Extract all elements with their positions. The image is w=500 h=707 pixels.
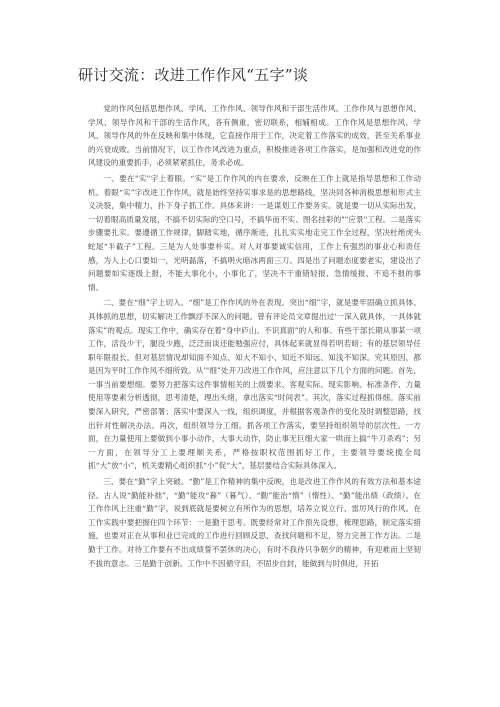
paragraph-section-3: 三、要在“勤”字上突破。“勤”是工作精神的集中反映，也是改进工作作风的有效方法和基本途径。古人说“勤能补拙”，“勤”能攻“暮”（暮气）、“勤”能治“惰”（惰性）、“勤”能出绩（政绩）。在工作作风上注重“勤”字，说到底就是要树立有所作为的思想，培养立说立行、雷厉风行的作风。在工作实践中要把握住四个环节：一是勤于思考。既要经常对工作预先设想，梳理思路，制定落实措施，也要对正在从事和业已完成的工作进行回顾反思，查找问题和不足，努力完善工作方法。二是勤于工作。对待工作要有不出成绩誓不罢休的决心，有时不我待只争朝夕的精神，有迎难而上坚韧不拔的意志。三是勤于创新。工作中不因循守旧，不固步自封，能做到与时俱进，开拓	[88, 477, 421, 568]
document-body	[88, 102, 421, 570]
paragraph-intro: 党的作风包括思想作风、学风、工作作风、领导作风和干部生活作风。工作作风与思想作风、学风、领导作风和干部的生活作风，各有侧重，密切联系，相辅相成。工作作风是思想作风、学风、领导作风的外在反映和集中体现，它直接作用于工作，决定着工作落实的成效，甚至关系事业的兴衰成败。当前情况下，以工作作风改进为重点，积极推进各项工作落实，是加强和改进党的作风建设的重要抓手，必须紧紧抓住，务求必成。	[88, 104, 421, 168]
document-title: 研讨交流：改进工作作风“五字”谈	[78, 66, 309, 84]
paragraph-section-1: 一、要在"实"字上着眼。“实”是工作作风的内在要求，反映在工作上就是指导思想和工作动机。着眼“实”字改进工作作风，就是始终坚持实事求是的思想路线，坚决同各种消极思想和形式主义决裂，集中精力，扑下身子抓工作。具体来讲：一是谋划工作要务实。就是要一切从实际出发，一切着眼高质量发展，不搞不切实际的空口号，不搞华而不实、图名挂彩的""应景"工程。二是落实步骤要扎实。要遵循工作规律，脚踏实地，循序渐进，扎扎实实地走完工作全过程，坚决杜绝虎头蛇尾“半截子”工程。三是为人处事要朴实。对人对事要诚实信用，工作上有强烈的事业心和责任感，为人上心口要如一，光明磊落，不搞明火暗冰两面三刀。四是出了问题态度要老实，建设出了问题要如实逐级上报，不能大事化小，小事化了，坚决不干重错轻报、急情缓报、不追不报的事情。	[88, 173, 421, 292]
paragraph-section-2: 二、要在“细”字上切入。“细”是工作作风的外在表现。突出“细”字，就是要牢固确立抓具体、具体抓的思想，切实解决工作飘浮不深入的问题。曾有评论员文章提出过'一深入就具体，一具体就落实”的观点。现实工作中，确实存在着“身中庐山、不识真面”的人和事。有些干部长期从事某一项工作，活没少干，腿没少跑，泛泛而谈还能勉强应付，具体起来就显得若明若暗；有的基层领导任职年限很长，但对基层情况却知面不知点、知大不知小、知近不知远、知浅不知深。究其原因，都是因为平时工作作风不细所致。从'"细”处开刀改进工作作风，应注意以下几个方面的问题。首先，一事当前要想细。要努力把落实这件事情相关的上级要求、客观实际、现实影响、标准条件、力量使用等要素分析透彻，思考清楚，理出头绪，拿出落实“时间表”。其次，落实过程抓得细。落实前要深入研究，严密部署；落实中要深入一线，组织调度，并根据客观条件的变化及时调整思路，找出针对性解决办法。再次，组织领导分工细。抓各项工作落实，要坚持组织领导的层次性。一方面，在力量使用上要做到小事小动作，大事大动作，防止事无巨细大家一哄而上搞“牛刀杀鸡”；另一方面，在领导分工上要理顺关系，严格按职权范围抓好工作，主要领导要统揽全局抓“大”放“小”，机关要精心组织抓“小”促“大”，基层要结合实际具体深入。	[88, 298, 421, 471]
